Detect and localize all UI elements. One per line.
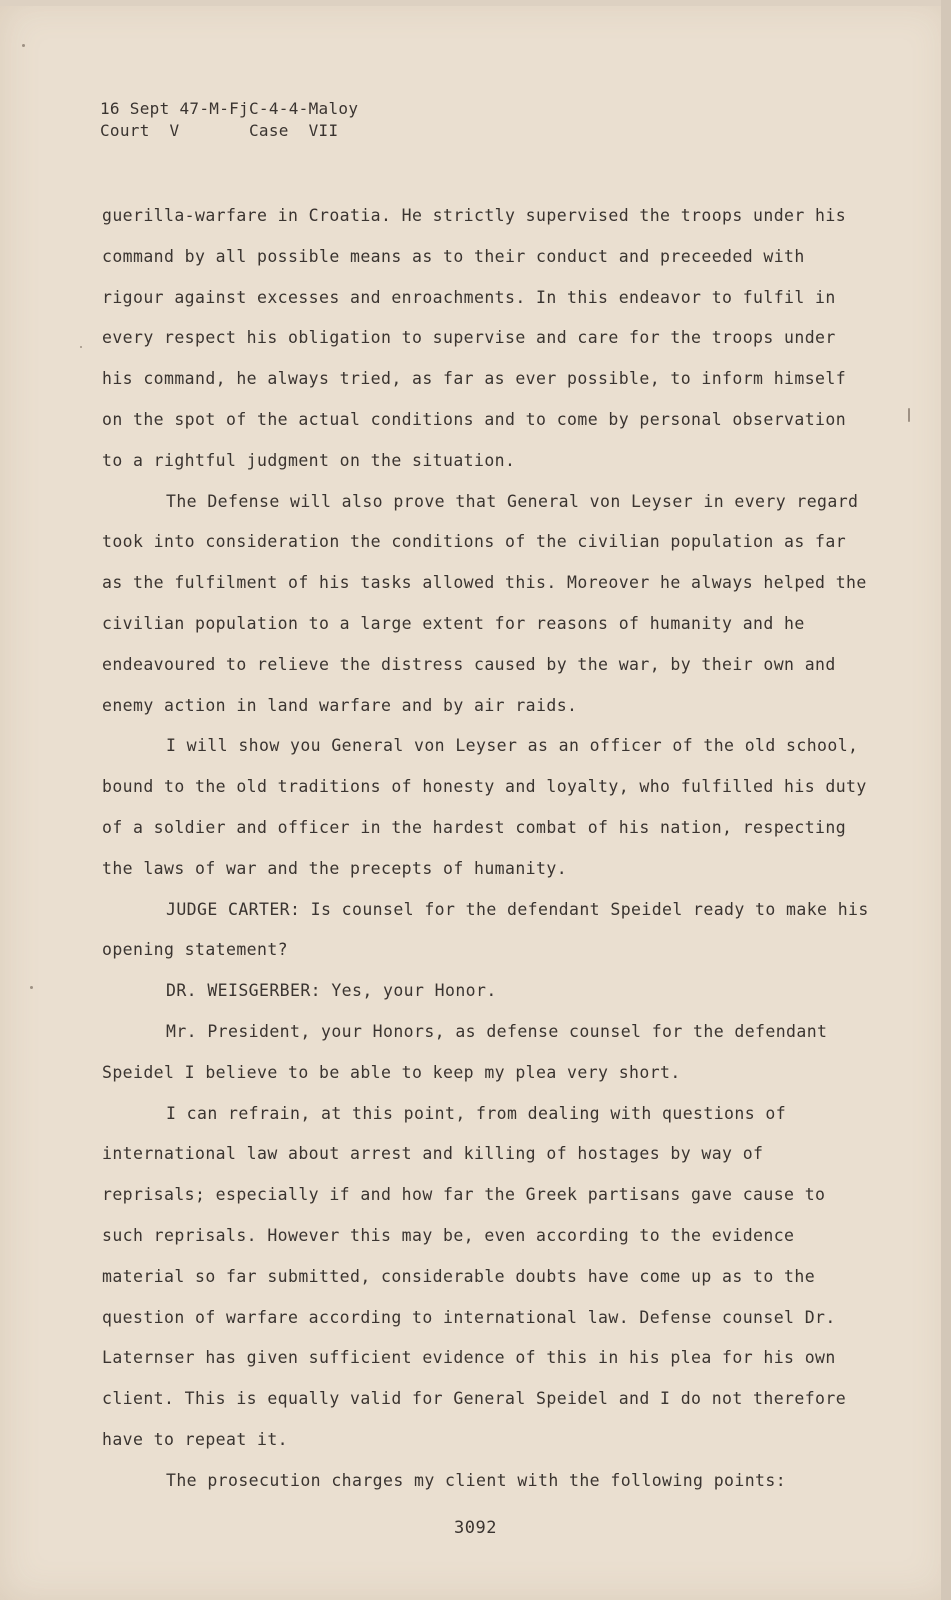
paragraph: Mr. President, your Honors, as defense counsel for the defendant Speidel I believe to be able to keep my plea very short.: [102, 1021, 828, 1082]
paragraph: I can refrain, at this point, from dealing with questions of international law about arrest and killing of hostages by way of reprisals; especially if and how far the Greek partisans gave cause to such reprisals. However this may be, even according to the evidence material so far submitted, considerable doubts have come up as to the question of warfare according to international law. Defense counsel Dr. Laternser has given sufficient evidence of this in his plea for his own client. This is equally valid for General Speidel and I do not therefore have to repeat it.: [102, 1103, 847, 1449]
header-court: Court V: [100, 121, 180, 140]
paper-speck: [30, 986, 33, 989]
document-header: [100, 98, 358, 142]
paper-speck: [908, 408, 910, 422]
page-top-edge: [0, 0, 951, 6]
header-reference-line: 16 Sept 47-M-FjC-4-4-Maloy: [100, 99, 359, 118]
header-court-case-line: [100, 120, 358, 142]
paragraph: JUDGE CARTER: Is counsel for the defendant Speidel ready to make his opening statement?: [102, 899, 869, 960]
paragraph: The prosecution charges my client with the following points:: [166, 1470, 787, 1490]
paragraph: I will show you General von Leyser as an officer of the old school, bound to the old traditions of honesty and loyalty, who fulfilled his duty of a soldier and officer in the hardest combat of his nation, respecting the laws of war and the precepts of humanity.: [102, 736, 867, 878]
paper-speck: [22, 44, 25, 47]
page-number: 3092: [454, 1518, 497, 1538]
transcript-body: [102, 196, 872, 1502]
paragraph: The Defense will also prove that General von Leyser in every regard took into consideration the conditions of the civilian population as far as the fulfilment of his tasks allowed this. Moreover he always helped the civilian population to a large extent for reasons of humanity and he endeavoured to relieve the distress caused by the war, by their own and enemy action in land warfare and by air raids.: [102, 491, 867, 715]
page-right-edge: [941, 0, 951, 1600]
header-case: Case VII: [249, 121, 339, 140]
paper-speck: [80, 346, 82, 348]
paragraph: DR. WEISGERBER: Yes, your Honor.: [166, 981, 497, 1001]
paragraph: guerilla-warfare in Croatia. He strictly supervised the troops under his command by all possible means as to their conduct and preceeded with rigour against excesses and enroachments. In this endeavor to fulfil in every respect his obligation to supervise and care for the troops under his command, he always tried, as far as ever possible, to inform himself on the spot of the actual conditions and to come by personal observation to a rightful judgment on the situation.: [102, 206, 847, 470]
